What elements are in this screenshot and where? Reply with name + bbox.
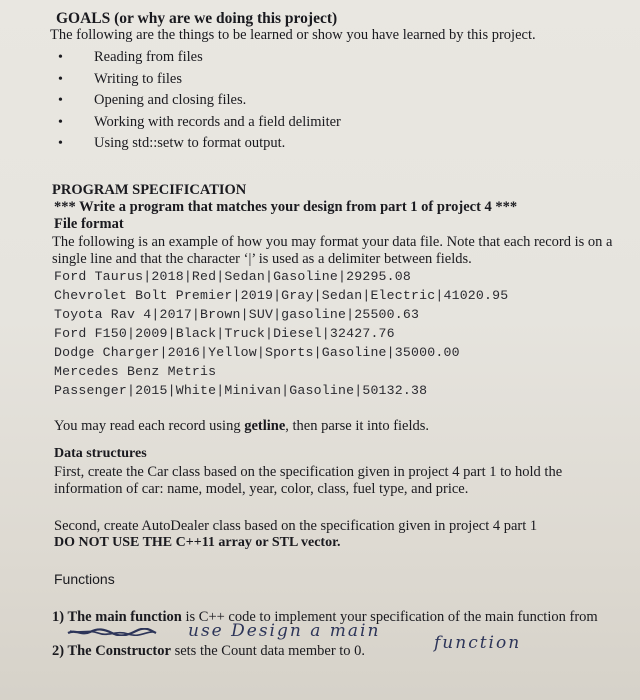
no-array-warning: DO NOT USE THE C++11 array or STL vector. bbox=[54, 535, 341, 550]
list-item: • Reading from files bbox=[58, 47, 341, 69]
data-record: Dodge Charger|2016|Yellow|Sports|Gasoline|35000.00 bbox=[54, 345, 460, 360]
list-item: • Working with records and a field delimiter bbox=[58, 112, 341, 134]
list-item: • Opening and closing files. bbox=[58, 90, 341, 112]
function-item: 2) The Constructor sets the Count data member to 0. bbox=[52, 643, 366, 659]
data-structures-line1: First, create the Car class based on the specification given in project 4 part 1 to hold the bbox=[54, 464, 563, 480]
data-structures-heading: Data structures bbox=[54, 446, 147, 461]
goals-intro: The following are the things to be learned or show you have learned by this project. bbox=[50, 27, 536, 43]
goals-heading: GOALS (or why are we doing this project) bbox=[56, 10, 338, 27]
data-record: Mercedes Benz Metris bbox=[54, 364, 217, 379]
scribble-mark bbox=[66, 628, 158, 636]
handwritten-note-part2: function bbox=[434, 633, 522, 653]
data-record: Ford Taurus|2018|Red|Sedan|Gasoline|29295.08 bbox=[54, 269, 412, 284]
list-item: • Writing to files bbox=[58, 69, 341, 91]
data-record: Chevrolet Bolt Premier|2019|Gray|Sedan|Electric|41020.95 bbox=[54, 288, 509, 303]
getline-note: You may read each record using getline, then parse it into fields. bbox=[54, 418, 430, 434]
spec-instruction: *** Write a program that matches your design from part 1 of project 4 *** bbox=[54, 199, 518, 215]
data-structures-line2: information of car: name, model, year, color, class, fuel type, and price. bbox=[54, 481, 469, 497]
data-record: Passenger|2015|White|Minivan|Gasoline|50132.38 bbox=[54, 383, 428, 398]
list-item: • Using std::setw to format output. bbox=[58, 133, 341, 155]
functions-heading: Functions bbox=[54, 571, 115, 587]
file-format-paragraph-line2: single line and that the character ‘|’ is used as a delimiter between fields. bbox=[52, 251, 472, 267]
program-spec-heading: PROGRAM SPECIFICATION bbox=[52, 182, 247, 198]
bullet-icon: • bbox=[58, 50, 63, 65]
handwritten-note-part1: use Design a main bbox=[188, 621, 381, 641]
bullet-icon: • bbox=[58, 136, 63, 151]
file-format-paragraph-line1: The following is an example of how you may format your data file. Note that each record is on a bbox=[52, 234, 613, 250]
bullet-icon: • bbox=[58, 114, 63, 130]
file-format-heading: File format bbox=[54, 216, 124, 232]
function-item: 1) The main function is C++ code to implement your specification of the main function from bbox=[52, 609, 598, 625]
bullet-icon: • bbox=[58, 93, 63, 108]
bullet-icon: • bbox=[58, 71, 63, 87]
goals-list bbox=[58, 47, 341, 155]
data-record: Ford F150|2009|Black|Truck|Diesel|32427.76 bbox=[54, 326, 395, 341]
autodealer-line: Second, create AutoDealer class based on the specification given in project 4 part 1 bbox=[54, 518, 538, 534]
data-record: Toyota Rav 4|2017|Brown|SUV|gasoline|25500.63 bbox=[54, 307, 420, 322]
